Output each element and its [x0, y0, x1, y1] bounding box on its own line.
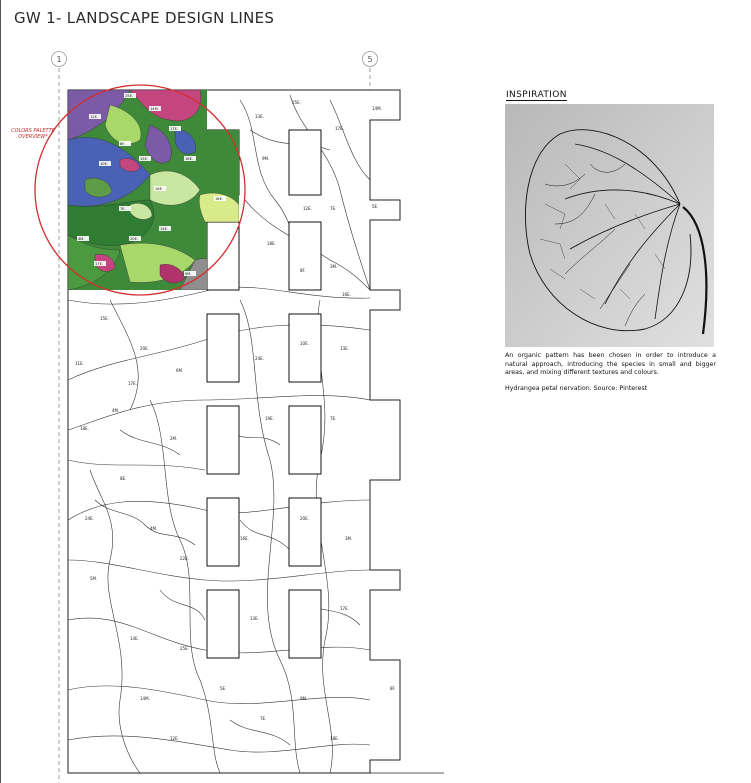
- grid-label-5: 5: [367, 55, 373, 64]
- zone-label: 15E.: [100, 316, 109, 321]
- zone-label: 17E.: [335, 126, 344, 131]
- zone-label: 4M.: [112, 408, 120, 413]
- pillar: [289, 222, 321, 290]
- zone-label: 7E.: [260, 716, 267, 721]
- zone-tag-label: 14E.: [160, 227, 168, 231]
- zone-label: 20E.: [140, 346, 149, 351]
- inspiration-photo: [505, 104, 714, 347]
- zone-tag-label: 25E.: [125, 94, 133, 98]
- zone-label: 13E.: [340, 346, 349, 351]
- pillar: [289, 406, 321, 474]
- zone-label: 18E.: [267, 241, 276, 246]
- zone-label: 16E.: [342, 292, 351, 297]
- zone-label: 25E.: [180, 646, 189, 651]
- zone-label: 18E.: [330, 736, 339, 741]
- inspiration-heading: INSPIRATION: [506, 90, 567, 100]
- zone-label: 14M.: [140, 696, 150, 701]
- pillar: [207, 406, 239, 474]
- zone-label: 13E.: [255, 114, 264, 119]
- zone-label: 11E.: [75, 361, 84, 366]
- zone-tag-label: 14M.: [150, 107, 159, 111]
- inspiration-description: An organic pattern has been chosen in order to introduce a natural approach, introducing the species in small and bigger areas, and mixing different textures and colours.: [505, 352, 716, 377]
- zone-label: 10E.: [300, 341, 309, 346]
- pillar: [207, 314, 239, 382]
- pillar: [289, 314, 321, 382]
- zone-label: 3M.: [345, 536, 353, 541]
- zone-tag-label: 18E.: [155, 187, 163, 191]
- zone-tag-label: 10E.: [100, 162, 108, 166]
- zone-label: 12E.: [303, 206, 312, 211]
- zone-label: 9M.: [262, 156, 270, 161]
- zone-tag-label: 9M.: [185, 272, 192, 276]
- zone-label: 4M.: [150, 526, 158, 531]
- zone-label: 24E.: [85, 516, 94, 521]
- pillar: [207, 498, 239, 566]
- grid-label-1: 1: [56, 55, 62, 64]
- zone-label: 5E.: [220, 686, 227, 691]
- zone-label: 17E.: [128, 381, 137, 386]
- zone-tag-label: 15E.: [140, 157, 148, 161]
- zone-label: 8F.: [390, 686, 396, 691]
- zone-label: 24E.: [255, 356, 264, 361]
- pillar: [289, 590, 321, 658]
- zone-label: 20E.: [300, 516, 309, 521]
- zone-tag-label: 7E.: [120, 207, 126, 211]
- zone-label: 19E.: [265, 416, 274, 421]
- zone-label: 3M.: [330, 264, 338, 269]
- zone-label: 8F.: [300, 268, 306, 273]
- zone-label: 6M.: [176, 368, 184, 373]
- zone-label: 16E.: [240, 536, 249, 541]
- pillar: [289, 130, 321, 195]
- zone-tag-label: 4M.: [78, 237, 85, 241]
- zone-label: 7E.: [330, 416, 337, 421]
- zone-label: 7E.: [330, 206, 337, 211]
- zone-label: 14E.: [130, 636, 139, 641]
- page-title: GW 1- LANDSCAPE DESIGN LINES: [14, 9, 275, 27]
- zone-tag-label: 17E.: [170, 127, 178, 131]
- zone-label: 5E.: [372, 204, 379, 209]
- zone-label: 25E.: [292, 100, 301, 105]
- zone-label: 13E.: [250, 616, 259, 621]
- zone-tag-label: 8F.: [120, 142, 125, 146]
- pillar: [207, 590, 239, 658]
- zone-label: 5M.: [90, 576, 98, 581]
- zone-label: 17E.: [340, 606, 349, 611]
- zone-tag-label: 18E.: [215, 197, 223, 201]
- palette-label: COLORS PALETTE OVERVIEW*: [11, 128, 55, 140]
- pillar: [207, 222, 239, 290]
- inspiration-caption: Hydrangea petal nervation. Source: Pinterest: [505, 385, 648, 392]
- zone-label: 8E.: [120, 476, 127, 481]
- photo-background: [505, 104, 714, 347]
- zone-label: 22E.: [180, 556, 189, 561]
- zone-tag-label: 12E.: [90, 115, 98, 119]
- pillar: [289, 498, 321, 566]
- zone-tag-label: 17E.: [95, 262, 103, 266]
- zone-label: 12E.: [170, 736, 179, 741]
- zone-tag-label: 20E.: [130, 237, 138, 241]
- zone-label: 18E.: [80, 426, 89, 431]
- zone-label: 2M.: [170, 436, 178, 441]
- zone-label: 14M.: [372, 106, 382, 111]
- zone-tag-label: 16E.: [185, 157, 193, 161]
- zone-label: 9M.: [300, 696, 308, 701]
